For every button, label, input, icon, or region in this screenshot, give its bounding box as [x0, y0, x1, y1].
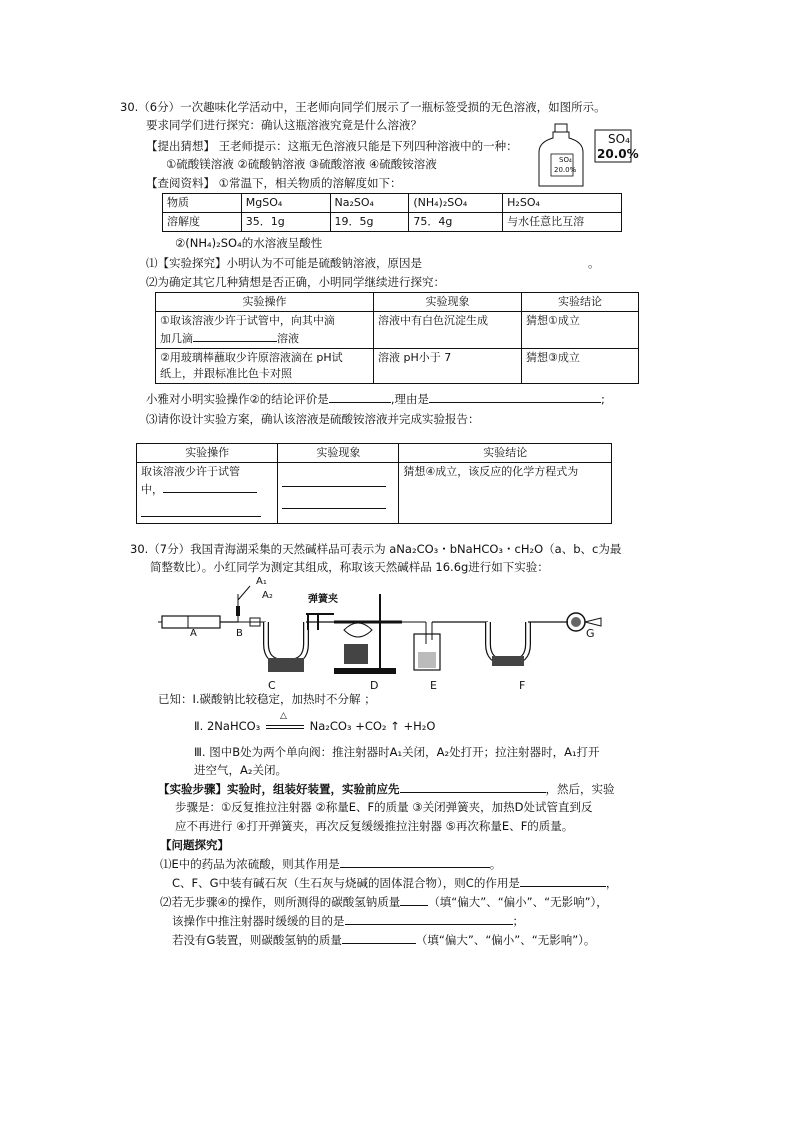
sol-v-4: 与水任意比互溶 — [503, 213, 622, 232]
delta-sign-icon: △ — [279, 711, 287, 721]
q2-steps-a2: ，然后，实验 — [545, 782, 615, 796]
t3-op-blank1[interactable] — [163, 480, 257, 493]
q2-p4-blank[interactable] — [345, 912, 513, 925]
sol-h-0: 物质 — [163, 194, 242, 213]
q2-p5-blank[interactable] — [342, 931, 416, 944]
t2-r1-phen: 溶液中有白色沉淀生成 — [374, 312, 522, 349]
q2-known-3a: Ⅲ. 图中B处为两个单向阀：推注射器时A₁关闭，A₂处打开；拉注射器时，A₁打开 — [194, 745, 600, 759]
q2-p5-b: （填“偏大”、“偏小”、“无影响”）。 — [415, 933, 596, 947]
t2-r1-op-line2 — [160, 329, 369, 347]
fig-label-C-out: C — [268, 679, 276, 692]
t3-conc: 猜想④成立，该反应的化学方程式为 — [399, 463, 612, 524]
q2-p3-a: ⑵若无步骤④的操作，则所测得的碳酸氢钠质量 — [160, 895, 401, 909]
reagent-bottle-figure — [535, 122, 639, 190]
t3-phen-line2 — [282, 496, 394, 514]
t2-r1-blank[interactable] — [193, 329, 277, 342]
t3-op-line2 — [141, 480, 273, 498]
q1-eval — [146, 390, 605, 407]
fig-label-A1: A₁ — [256, 576, 267, 587]
t3-op-b: 中， — [141, 483, 163, 496]
experiment-table-2 — [155, 292, 639, 384]
apparatus-figure — [158, 570, 606, 680]
t3-header-op: 实验操作 — [137, 444, 278, 463]
fig-label-E: E — [430, 679, 437, 692]
t3-phen-blank2[interactable] — [282, 496, 386, 509]
solubility-table — [162, 193, 622, 232]
t3-op-line3 — [141, 504, 273, 522]
q1-intro-line2: 要求同学们进行探究：确认这瓶溶液究竟是什么溶液？ — [146, 118, 422, 132]
q1-guess-line: 【提出猜想】 王老师提示：这瓶无色溶液只能是下列四种溶液中的一种： — [146, 139, 518, 153]
q1-explore1-end: 。 — [588, 256, 600, 270]
fig-label-F: F — [519, 679, 526, 692]
q2-known-2 — [194, 711, 436, 734]
sol-h-2: Na₂SO₄ — [330, 194, 409, 213]
q2-p4-a: 该操作中推注射器时缓缓的目的是 — [172, 914, 345, 928]
q2-steps-a — [158, 780, 615, 797]
q2-known-2a: Ⅱ. 2NaHCO₃ — [194, 719, 261, 733]
t2-r2-op-line1: ②用玻璃棒蘸取少许原溶液滴在 pH试 — [160, 351, 343, 364]
q2-known-2b: Na₂CO₃ +CO₂ ↑ +H₂O — [309, 719, 436, 733]
sol-h-3: (NH₄)₂SO₄ — [409, 194, 503, 213]
t2-r1-op-b1: 加几滴 — [160, 332, 193, 345]
q2-p2-blank[interactable] — [520, 874, 606, 887]
q2-p1-end: 。 — [489, 857, 502, 871]
t3-phen — [278, 463, 399, 524]
apparatus-diagram — [158, 570, 606, 680]
q2-p1 — [160, 855, 501, 872]
t2-r1-op-line1: ①取该溶液少许于试管中，向其中滴 — [160, 314, 335, 327]
label-so4-small: SO₄ — [559, 156, 572, 164]
q1-ref-line: 【查阅资料】 ①常温下，相关物质的溶解度如下： — [146, 176, 402, 190]
heat-sign — [264, 711, 306, 734]
t3-op-blank2[interactable] — [141, 504, 261, 517]
q1-explore2: ⑵为确定其它几种猜想是否正确，小明同学继续进行探究： — [146, 275, 445, 289]
q2-steps-c: 应不再进行 ④打开弹簧夹，再次反复缓缓推拉注射器 ⑤再次称量E、F的质量。 — [175, 819, 574, 833]
t2-r1-op-b2: 溶液 — [277, 332, 299, 345]
q2-known-1: 已知：Ⅰ.碳酸钠比较稳定，加热时不分解 ； — [158, 692, 376, 706]
q1-explore3: ⑶请你设计实验方案，确认该溶液是硫酸铵溶液并完成实验报告： — [146, 412, 480, 426]
t3-phen-line1 — [282, 474, 394, 492]
q1-eval-a: 小雅对小明实验操作②的结论评价是 — [146, 392, 329, 406]
t3-header-phen: 实验现象 — [278, 444, 399, 463]
q2-p2 — [172, 874, 617, 891]
q2-p1-a: ⑴E中的药品为浓硫酸，则其作用是 — [160, 857, 340, 871]
label-pct-large: 20.0% — [597, 147, 639, 161]
t3-op-line1: 取该溶液少许于试管 — [141, 465, 240, 478]
q2-intro-b: 简整数比）。小红同学为测定其组成，称取该天然碱样品 16.6g进行如下实验： — [150, 560, 549, 574]
sol-h-1: MgSO₄ — [241, 194, 330, 213]
fig-label-A2: A₂ — [262, 590, 273, 601]
sol-v-3: 75．4g — [409, 213, 503, 232]
t3-op — [137, 463, 278, 524]
sol-h-4: H₂SO₄ — [503, 194, 622, 213]
q1-intro-line1: 30.（6分）一次趣味化学活动中，王老师向同学们展示了一瓶标签受损的无色溶液，如图所示。 — [120, 100, 606, 114]
q1-ref-note2: ②(NH₄)₂SO₄的水溶液呈酸性 — [175, 236, 323, 250]
q2-intro-a: 30.（7分）我国青海湖采集的天然碱样品可表示为 aNa₂CO₃・bNaHCO₃・cH₂O（a、b、c为最 — [130, 542, 622, 556]
q2-p3-blank[interactable] — [400, 893, 428, 906]
q2-p4 — [172, 912, 524, 929]
sol-v-1: 35．1g — [241, 213, 330, 232]
t2-header-op: 实验操作 — [156, 293, 374, 312]
q2-p3 — [160, 893, 608, 910]
q2-steps-blank[interactable] — [400, 780, 546, 793]
q2-p5 — [172, 931, 595, 948]
t3-phen-blank1[interactable] — [282, 474, 386, 487]
q2-p5-a: 若没有G装置，则碳酸氢钠的质量 — [172, 933, 342, 947]
q1-eval-blank2[interactable] — [429, 390, 601, 403]
t2-r2-op — [156, 349, 374, 384]
q1-guess-options: ①硫酸镁溶液 ②硫酸钠溶液 ③硫酸溶液 ④硫酸铵溶液 — [166, 157, 437, 171]
t2-r1-op — [156, 312, 374, 349]
label-so4-large: SO₄ — [608, 132, 630, 146]
t2-r1-conc: 猜想①成立 — [521, 312, 638, 349]
fig-label-clip: 弹簧夹 — [308, 594, 338, 605]
q2-p3-b: （填“偏大”、“偏小”、“无影响”）， — [428, 895, 608, 909]
q1-eval-end: ; — [600, 392, 605, 406]
t3-header-conc: 实验结论 — [399, 444, 612, 463]
q2-p1-blank[interactable] — [340, 855, 490, 868]
q2-problem-title: 【问题探究】 — [160, 838, 229, 852]
q2-steps-b: 步骤是：①反复推拉注射器 ②称量E、F的质量 ③关闭弹簧夹，加热D处试管直到反 — [175, 800, 593, 814]
t2-r2-phen: 溶液 pH小于 7 — [374, 349, 522, 384]
q2-steps-a1: 【实验步骤】实验时，组装好装置，实验前应先 — [158, 782, 400, 796]
fig-label-D: D — [370, 679, 379, 692]
q2-known-3b: 进空气，A₂关闭。 — [194, 763, 287, 777]
equals-arrow-icon — [266, 725, 304, 729]
fig-label-A: A — [190, 628, 197, 639]
sol-v-0: 溶解度 — [163, 213, 242, 232]
q1-eval-blank1[interactable] — [329, 390, 391, 403]
t2-r2-conc: 猜想③成立 — [521, 349, 638, 384]
t2-r2-op-line2: 纸上，并跟标准比色卡对照 — [160, 367, 292, 380]
q1-explore1: ⑴【实验探究】小明认为不可能是硫酸钠溶液，原因是 — [146, 256, 422, 270]
experiment-table-3 — [136, 443, 612, 524]
t2-header-conc: 实验结论 — [521, 293, 638, 312]
q1-eval-b: ,理由是 — [390, 392, 429, 406]
t2-header-phen: 实验现象 — [374, 293, 522, 312]
sol-v-2: 19．5g — [330, 213, 409, 232]
fig-label-B: B — [236, 628, 243, 639]
q2-p2-a: C、F、G中装有碱石灰（生石灰与烧碱的固体混合物），则C的作用是 — [172, 876, 520, 890]
q2-p2-end: ， — [605, 876, 618, 890]
fig-label-G: G — [586, 627, 595, 640]
label-pct-small: 20.0% — [554, 166, 577, 174]
q2-p4-end: ； — [512, 914, 524, 928]
